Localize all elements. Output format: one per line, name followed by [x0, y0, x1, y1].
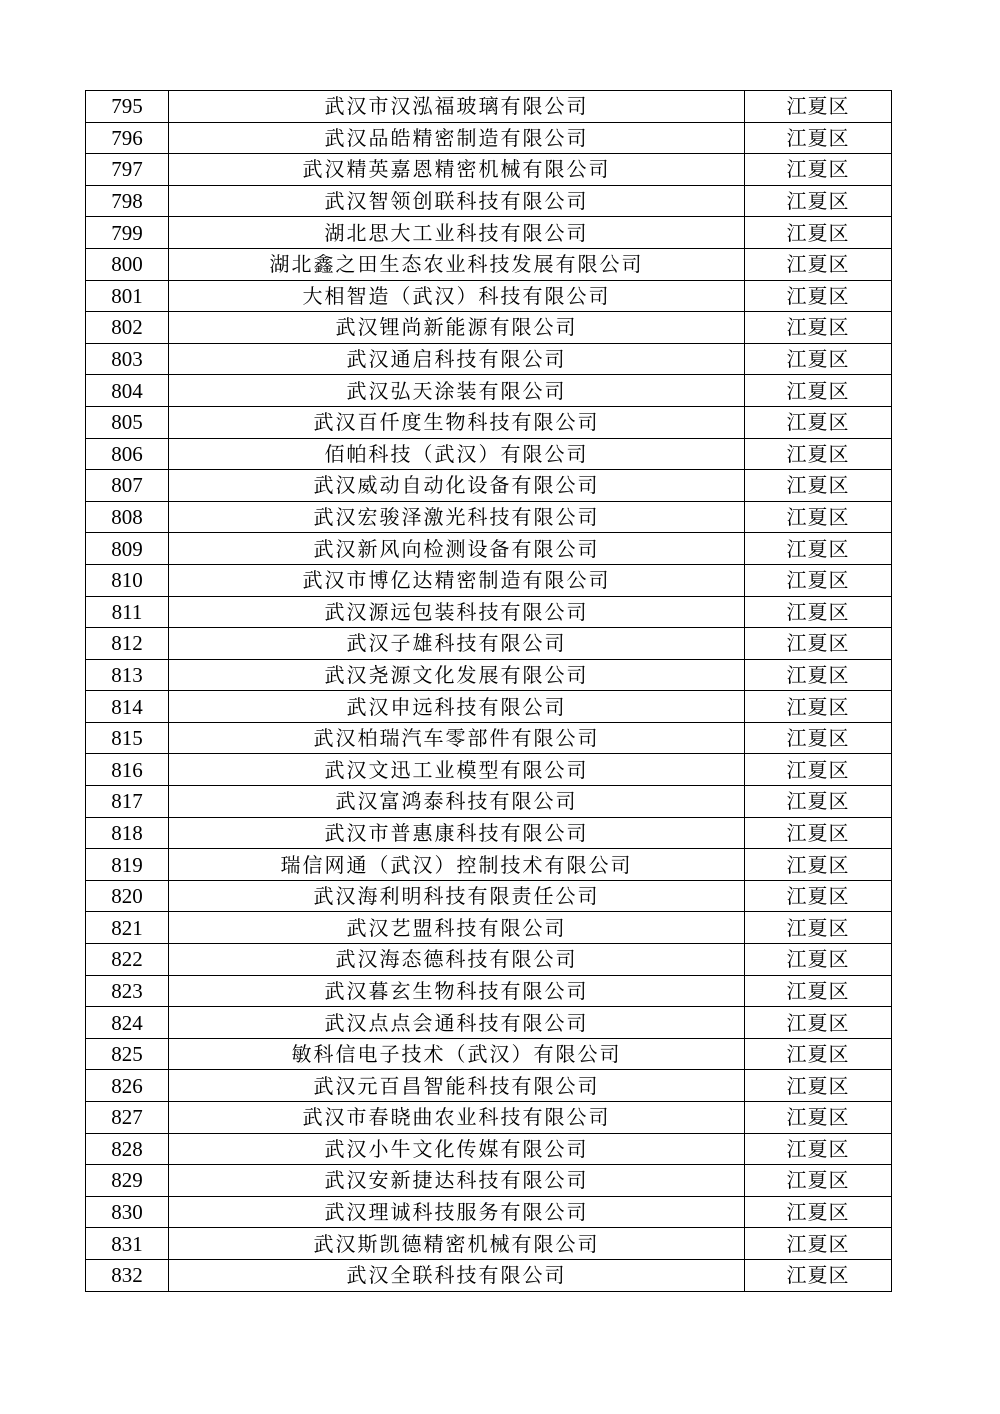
- company-name-cell: 武汉威动自动化设备有限公司: [169, 470, 745, 502]
- district-cell: 江夏区: [745, 91, 892, 123]
- row-number-cell: 801: [86, 280, 169, 312]
- table-row: [86, 1133, 892, 1165]
- district-cell: 江夏区: [745, 280, 892, 312]
- district-cell: 江夏区: [745, 438, 892, 470]
- table-row: [86, 628, 892, 660]
- district-cell: 江夏区: [745, 343, 892, 375]
- table-row: [86, 849, 892, 881]
- company-name-cell: 武汉市汉泓福玻璃有限公司: [169, 91, 745, 123]
- company-name-cell: 武汉锂尚新能源有限公司: [169, 312, 745, 344]
- row-number-cell: 806: [86, 438, 169, 470]
- company-name-cell: 武汉宏骏泽激光科技有限公司: [169, 501, 745, 533]
- company-name-cell: 佰帕科技（武汉）有限公司: [169, 438, 745, 470]
- table-row: [86, 880, 892, 912]
- table-row: [86, 564, 892, 596]
- district-cell: 江夏区: [745, 975, 892, 1007]
- district-cell: 江夏区: [745, 1259, 892, 1291]
- district-cell: 江夏区: [745, 880, 892, 912]
- table-row: [86, 533, 892, 565]
- company-name-cell: 武汉尧源文化发展有限公司: [169, 659, 745, 691]
- company-name-cell: 武汉智领创联科技有限公司: [169, 185, 745, 217]
- district-cell: 江夏区: [745, 533, 892, 565]
- row-number-cell: 831: [86, 1228, 169, 1260]
- company-name-cell: 武汉弘天涂装有限公司: [169, 375, 745, 407]
- district-cell: 江夏区: [745, 722, 892, 754]
- district-cell: 江夏区: [745, 185, 892, 217]
- table-row: [86, 786, 892, 818]
- district-cell: 江夏区: [745, 628, 892, 660]
- company-name-cell: 武汉文迅工业模型有限公司: [169, 754, 745, 786]
- row-number-cell: 811: [86, 596, 169, 628]
- table-row: [86, 659, 892, 691]
- company-name-cell: 武汉全联科技有限公司: [169, 1259, 745, 1291]
- district-cell: 江夏区: [745, 375, 892, 407]
- table-row: [86, 343, 892, 375]
- row-number-cell: 812: [86, 628, 169, 660]
- company-name-cell: 武汉点点会通科技有限公司: [169, 1007, 745, 1039]
- row-number-cell: 820: [86, 880, 169, 912]
- table-row: [86, 185, 892, 217]
- row-number-cell: 805: [86, 406, 169, 438]
- row-number-cell: 822: [86, 944, 169, 976]
- table-row: [86, 280, 892, 312]
- company-name-cell: 武汉申远科技有限公司: [169, 691, 745, 723]
- company-name-cell: 武汉暮玄生物科技有限公司: [169, 975, 745, 1007]
- company-name-cell: 武汉百仟度生物科技有限公司: [169, 406, 745, 438]
- district-cell: 江夏区: [745, 659, 892, 691]
- row-number-cell: 823: [86, 975, 169, 1007]
- table-row: [86, 1196, 892, 1228]
- company-name-cell: 武汉海利明科技有限责任公司: [169, 880, 745, 912]
- table-row: [86, 975, 892, 1007]
- company-name-cell: 武汉理诚科技服务有限公司: [169, 1196, 745, 1228]
- district-cell: 江夏区: [745, 122, 892, 154]
- row-number-cell: 827: [86, 1102, 169, 1134]
- table-row: [86, 722, 892, 754]
- row-number-cell: 796: [86, 122, 169, 154]
- table-row: [86, 691, 892, 723]
- row-number-cell: 824: [86, 1007, 169, 1039]
- district-cell: 江夏区: [745, 217, 892, 249]
- company-name-cell: 武汉斯凯德精密机械有限公司: [169, 1228, 745, 1260]
- company-name-cell: 敏科信电子技术（武汉）有限公司: [169, 1038, 745, 1070]
- row-number-cell: 819: [86, 849, 169, 881]
- district-cell: 江夏区: [745, 154, 892, 186]
- table-row: [86, 248, 892, 280]
- row-number-cell: 825: [86, 1038, 169, 1070]
- table-row: [86, 122, 892, 154]
- row-number-cell: 821: [86, 912, 169, 944]
- row-number-cell: 816: [86, 754, 169, 786]
- district-cell: 江夏区: [745, 817, 892, 849]
- district-cell: 江夏区: [745, 501, 892, 533]
- table-row: [86, 1007, 892, 1039]
- row-number-cell: 807: [86, 470, 169, 502]
- company-name-cell: 武汉安新捷达科技有限公司: [169, 1165, 745, 1197]
- table-row: [86, 596, 892, 628]
- row-number-cell: 814: [86, 691, 169, 723]
- company-name-cell: 武汉品皓精密制造有限公司: [169, 122, 745, 154]
- district-cell: 江夏区: [745, 1165, 892, 1197]
- row-number-cell: 817: [86, 786, 169, 818]
- table-row: [86, 1102, 892, 1134]
- table-row: [86, 944, 892, 976]
- table-row: [86, 754, 892, 786]
- company-name-cell: 武汉海态德科技有限公司: [169, 944, 745, 976]
- row-number-cell: 813: [86, 659, 169, 691]
- district-cell: 江夏区: [745, 849, 892, 881]
- company-name-cell: 瑞信网通（武汉）控制技术有限公司: [169, 849, 745, 881]
- district-cell: 江夏区: [745, 312, 892, 344]
- row-number-cell: 830: [86, 1196, 169, 1228]
- company-name-cell: 武汉元百昌智能科技有限公司: [169, 1070, 745, 1102]
- company-name-cell: 湖北思大工业科技有限公司: [169, 217, 745, 249]
- row-number-cell: 795: [86, 91, 169, 123]
- district-cell: 江夏区: [745, 1038, 892, 1070]
- table-row: [86, 1165, 892, 1197]
- row-number-cell: 808: [86, 501, 169, 533]
- table-row: [86, 470, 892, 502]
- company-name-cell: 武汉柏瑞汽车零部件有限公司: [169, 722, 745, 754]
- district-cell: 江夏区: [745, 1133, 892, 1165]
- company-name-cell: 大相智造（武汉）科技有限公司: [169, 280, 745, 312]
- company-name-cell: 湖北鑫之田生态农业科技发展有限公司: [169, 248, 745, 280]
- district-cell: 江夏区: [745, 754, 892, 786]
- company-name-cell: 武汉小牛文化传媒有限公司: [169, 1133, 745, 1165]
- district-cell: 江夏区: [745, 470, 892, 502]
- company-name-cell: 武汉富鸿泰科技有限公司: [169, 786, 745, 818]
- district-cell: 江夏区: [745, 944, 892, 976]
- district-cell: 江夏区: [745, 1070, 892, 1102]
- table-row: [86, 217, 892, 249]
- row-number-cell: 804: [86, 375, 169, 407]
- district-cell: 江夏区: [745, 1102, 892, 1134]
- district-cell: 江夏区: [745, 248, 892, 280]
- table-row: [86, 438, 892, 470]
- row-number-cell: 832: [86, 1259, 169, 1291]
- district-cell: 江夏区: [745, 691, 892, 723]
- district-cell: 江夏区: [745, 596, 892, 628]
- row-number-cell: 797: [86, 154, 169, 186]
- table-row: [86, 312, 892, 344]
- company-name-cell: 武汉市普惠康科技有限公司: [169, 817, 745, 849]
- table-row: [86, 912, 892, 944]
- district-cell: 江夏区: [745, 1007, 892, 1039]
- company-name-cell: 武汉源远包装科技有限公司: [169, 596, 745, 628]
- row-number-cell: 802: [86, 312, 169, 344]
- company-name-cell: 武汉子雄科技有限公司: [169, 628, 745, 660]
- table-row: [86, 1070, 892, 1102]
- table-row: [86, 406, 892, 438]
- district-cell: 江夏区: [745, 406, 892, 438]
- table-row: [86, 501, 892, 533]
- table-row: [86, 1038, 892, 1070]
- table-row: [86, 1228, 892, 1260]
- row-number-cell: 810: [86, 564, 169, 596]
- district-cell: 江夏区: [745, 786, 892, 818]
- company-name-cell: 武汉艺盟科技有限公司: [169, 912, 745, 944]
- company-name-cell: 武汉市博亿达精密制造有限公司: [169, 564, 745, 596]
- table-row: [86, 817, 892, 849]
- row-number-cell: 818: [86, 817, 169, 849]
- row-number-cell: 815: [86, 722, 169, 754]
- district-cell: 江夏区: [745, 1228, 892, 1260]
- company-name-cell: 武汉精英嘉恩精密机械有限公司: [169, 154, 745, 186]
- district-cell: 江夏区: [745, 912, 892, 944]
- district-cell: 江夏区: [745, 1196, 892, 1228]
- company-name-cell: 武汉新风向检测设备有限公司: [169, 533, 745, 565]
- table-row: [86, 1259, 892, 1291]
- row-number-cell: 828: [86, 1133, 169, 1165]
- row-number-cell: 809: [86, 533, 169, 565]
- row-number-cell: 798: [86, 185, 169, 217]
- row-number-cell: 800: [86, 248, 169, 280]
- row-number-cell: 803: [86, 343, 169, 375]
- row-number-cell: 799: [86, 217, 169, 249]
- company-list-table: [85, 90, 892, 1292]
- district-cell: 江夏区: [745, 564, 892, 596]
- table-row: [86, 375, 892, 407]
- table-row: [86, 91, 892, 123]
- row-number-cell: 829: [86, 1165, 169, 1197]
- table-body: [86, 91, 892, 1292]
- company-name-cell: 武汉通启科技有限公司: [169, 343, 745, 375]
- row-number-cell: 826: [86, 1070, 169, 1102]
- company-name-cell: 武汉市春晓曲农业科技有限公司: [169, 1102, 745, 1134]
- table-row: [86, 154, 892, 186]
